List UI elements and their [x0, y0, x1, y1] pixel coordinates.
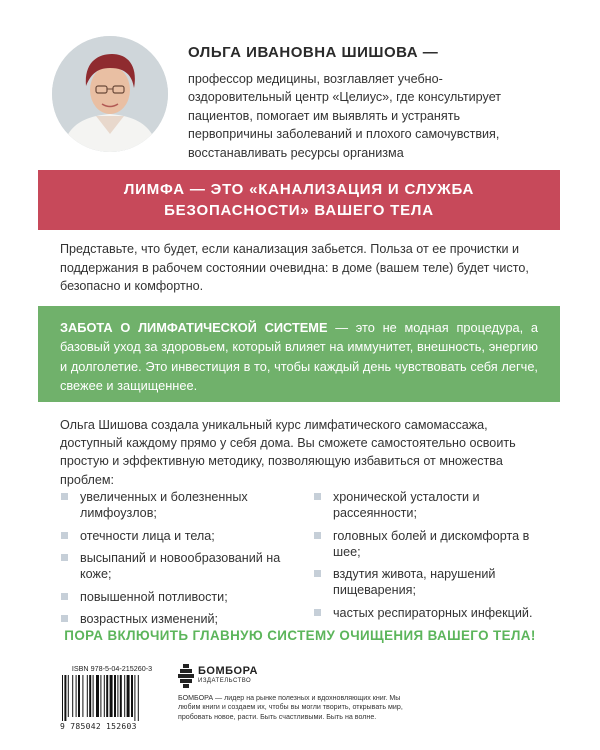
barcode-image	[60, 675, 164, 721]
barcode-digits: 9 785042 152603	[60, 722, 137, 731]
barcode-bar	[100, 675, 101, 717]
barcode-bar	[110, 675, 113, 717]
bullet-icon	[314, 609, 321, 616]
list-item: возрастных изменений;	[60, 611, 292, 627]
barcode-bar	[64, 675, 66, 721]
list-item: отечности лица и тела;	[60, 528, 292, 544]
author-photo	[52, 36, 168, 152]
isbn-number: ISBN 978-5-04-215260-3	[71, 664, 153, 673]
barcode-bar	[62, 675, 63, 721]
barcode-bar	[68, 675, 69, 717]
barcode-bar	[127, 675, 130, 717]
lymph-care-paragraph	[60, 318, 538, 396]
barcode-bar	[106, 675, 108, 717]
call-to-action: ПОРА ВКЛЮЧИТЬ ГЛАВНУЮ СИСТЕМУ ОЧИЩЕНИЯ ВАШЕГО ТЕЛА!	[64, 628, 536, 643]
bullet-icon	[61, 532, 68, 539]
bombora-logo-icon	[178, 664, 194, 688]
bullet-icon	[314, 493, 321, 500]
barcode-bar	[78, 675, 80, 717]
publisher-logo	[178, 664, 268, 690]
bullet-icon	[61, 615, 68, 622]
bullet-icon	[314, 570, 321, 577]
barcode-bar	[134, 675, 135, 721]
list-item: увеличенных и болезненных лимфоузлов;	[60, 489, 292, 521]
barcode-bar	[117, 675, 118, 717]
bullet-icon	[314, 532, 321, 539]
bullet-icon	[61, 593, 68, 600]
barcode-bar	[82, 675, 83, 717]
headline-line-2: БЕЗОПАСНОСТИ» ВАШЕГО ТЕЛА	[164, 202, 434, 219]
publisher-subtitle: ИЗДАТЕЛЬСТВО	[198, 678, 252, 684]
list-item: головных болей и дискомфорта в шее;	[313, 528, 545, 560]
list-item: повышенной потливости;	[60, 589, 292, 605]
barcode-bar	[131, 675, 133, 717]
author-name: ОЛЬГА ИВАНОВНА ШИШОВА —	[188, 44, 439, 61]
lymph-care-text: — это не модная процедура, а базовый уход за здоровьем, который влияет на иммунитет, внешность, энергию и долголетие. Это инвестиция в то, чтобы каждый день чувствовать себя легче, свежее и защищеннее.	[60, 320, 538, 394]
barcode-bar	[138, 675, 139, 721]
problems-list-left	[60, 489, 292, 633]
barcode-bar	[76, 675, 77, 717]
publisher-description: БОМБОРА — лидер на рынке полезных и вдохновляющих книг. Мы любим книги и создаем их, чтобы вы могли творить, открывать мир, пробовать новое, расти. Быть счастливыми. Быть на волне.	[178, 694, 403, 721]
author-bio: профессор медицины, возглавляет учебно-оздоровительный центр «Целиус», где консультирует пациентов, помогает им выявлять и устранять первопричины заболеваний и плохого самочувствия, восстанавливать ресурсы организма	[188, 72, 502, 160]
barcode-bar	[104, 675, 105, 717]
lymph-care-highlight: ЗАБОТА О ЛИМФАТИЧЕСКОЙ СИСТЕМЕ	[60, 320, 328, 335]
barcode-bar	[72, 675, 73, 717]
barcode-bar	[93, 675, 94, 717]
isbn-block	[60, 664, 164, 731]
list-item: хронической усталости и рассеянности;	[313, 489, 545, 521]
barcode-bar	[120, 675, 122, 717]
barcode-bar	[87, 675, 88, 717]
headline-banner	[38, 170, 560, 230]
lymph-care-box	[38, 306, 560, 402]
list-item: частых респираторных инфекций.	[313, 605, 545, 621]
list-item: вздутия живота, нарушений пищеварения;	[313, 566, 545, 598]
course-description: Ольга Шишова создала уникальный курс лимфатического самомассажа, доступный каждому прямо у себя дома. Вы сможете самостоятельно освоить простую и эффективную методику, позволяющую избавиться от множества проблем:	[60, 418, 516, 487]
publisher-name: БОМБОРА	[198, 665, 258, 677]
headline-line-1: ЛИМФА — ЭТО «КАНАЛИЗАЦИЯ И СЛУЖБА	[123, 181, 475, 198]
barcode-bar	[96, 675, 99, 717]
list-item: высыпаний и новообразований на коже;	[60, 550, 292, 582]
bullet-icon	[61, 493, 68, 500]
problems-list-right	[313, 489, 545, 627]
intro-paragraph: Представьте, что будет, если канализация забьется. Польза от ее прочистки и поддержания в рабочем состоянии очевидна: в доме (вашем теле) будет чисто, безопасно и комфортно.	[60, 242, 529, 294]
author-portrait-image	[52, 36, 168, 152]
barcode-bar	[89, 675, 91, 717]
barcode-bar	[124, 675, 125, 717]
barcode-bar	[114, 675, 116, 717]
bullet-icon	[61, 554, 68, 561]
